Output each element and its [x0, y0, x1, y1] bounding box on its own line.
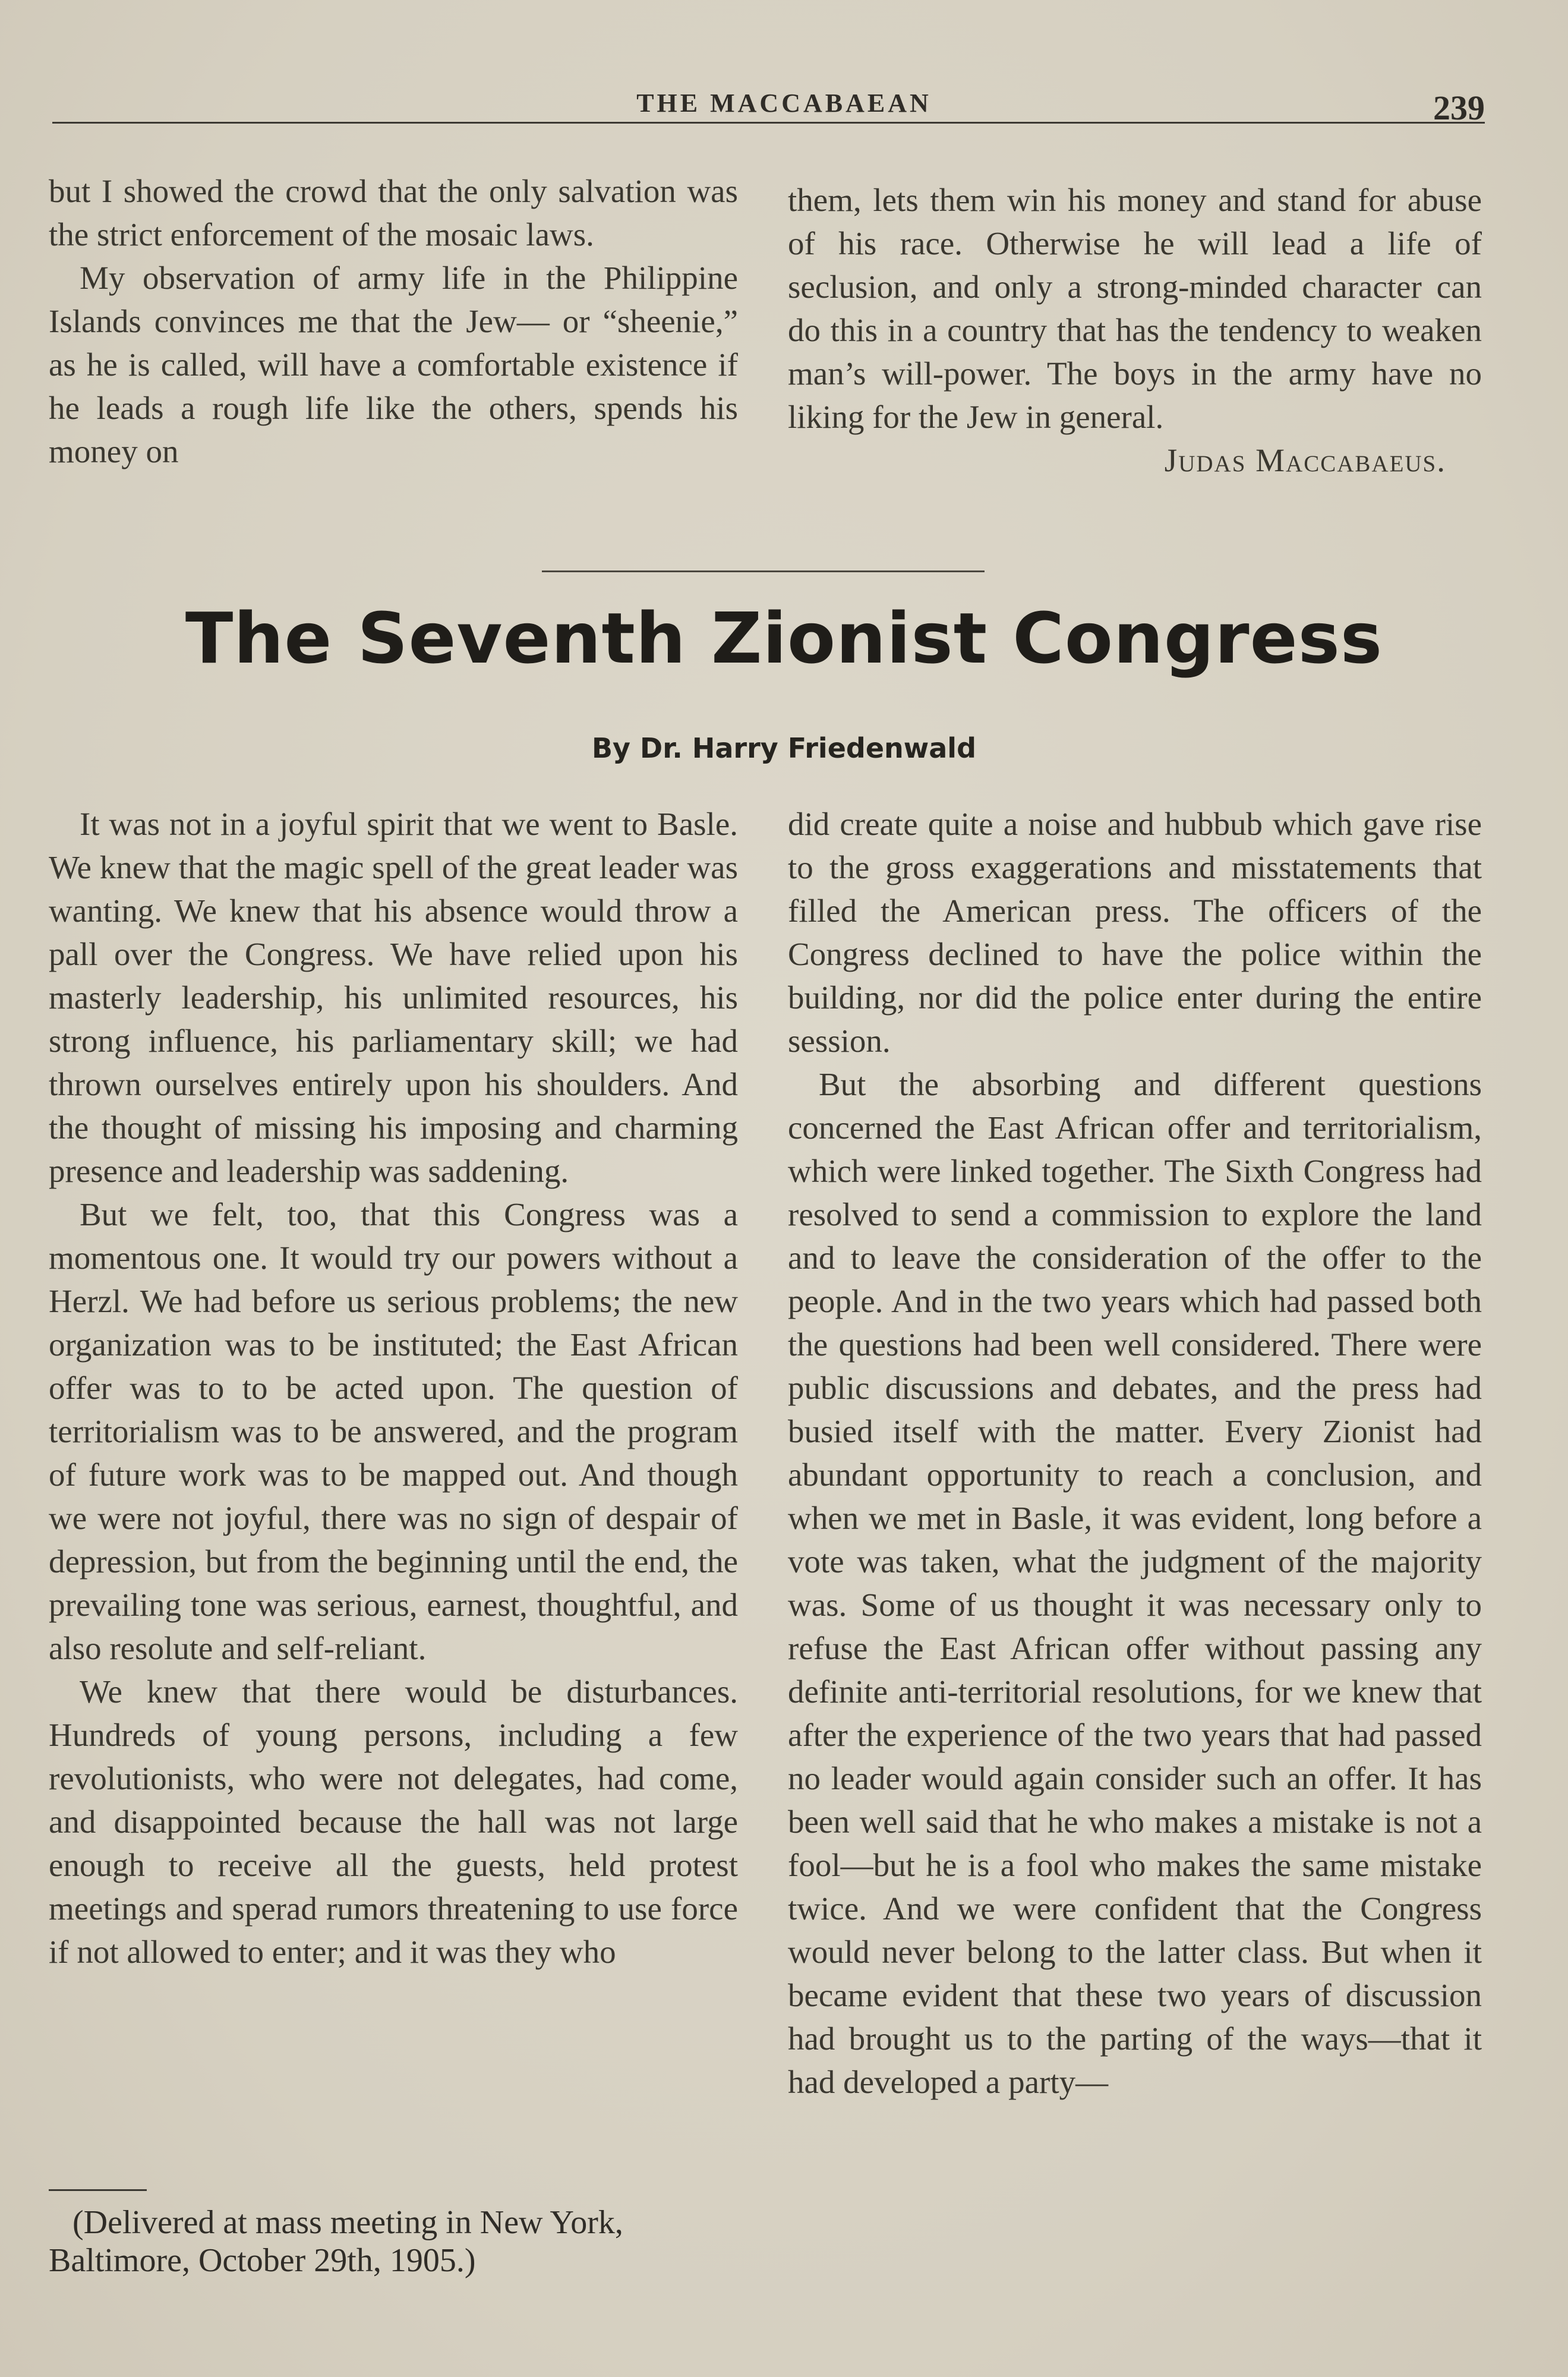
previous-article-right-column: [788, 178, 1482, 482]
page-number: 239: [1433, 89, 1485, 127]
article-title: The Seventh Zionist Congress: [185, 597, 1383, 679]
article-left-column: [49, 802, 738, 1974]
header-rule: [52, 122, 1485, 124]
article-paragraph: We knew that there would be disturbances. Hundreds of young persons, including a few revolutionists, who were not delegates, had come, and disappointed because the hall was not large enough to receive all the guests, held protest meetings and sperad rumors threatening to use force if not allowed to enter; and it was they who: [49, 1673, 738, 1970]
article-paragraph: did create quite a noise and hubbub which gave rise to the gross exaggerations and misstatements that filled the American press. The officers of the Congress declined to have the police within the building, nor did the police enter during the entire session.: [788, 806, 1482, 1059]
author-signature: Judas Maccabaeus.: [1164, 442, 1446, 478]
previous-article-left-column: [49, 169, 738, 473]
footnote: [49, 2203, 738, 2280]
footnote-line: Baltimore, October 29th, 1905.): [49, 2242, 476, 2279]
article-byline: By Dr. Harry Friedenwald: [591, 732, 976, 764]
article-right-column: [788, 802, 1482, 2104]
footnote-line: (Delivered at mass meeting in New York,: [72, 2204, 623, 2241]
article-paragraph: It was not in a joyful spirit that we went to Basle. We knew that the magic spell of the great leader was wanting. We knew that his absence would throw a pall over the Congress. We have relied upon his masterly leadership, his unlimited resources, his strong influence, his parliamentary skill; we had thrown ourselves entirely upon his shoulders. And the thought of missing his imposing and charming presence and leadership was saddening.: [49, 806, 738, 1189]
article-paragraph: But we felt, too, that this Congress was a momentous one. It would try our powers without a Herzl. We had before us serious problems; the new organization was to be instituted; the East African offer was to to be acted upon. The question of territorialism was to be answered, and the program of future work was to be mapped out. And though we were not joyful, there was no sign of despair of depression, but from the beginning until the end, the prevailing tone was serious, earnest, thoughtful, and also resolute and self-reliant.: [49, 1196, 738, 1666]
article-paragraph: But the absorbing and different questions concerned the East African offer and territorialism, which were linked together. The Sixth Congress had resolved to send a commission to explore the land and to leave the consideration of the offer to the people. And in the two years which had passed both the questions had been well considered. There were public discussions and debates, and the press had busied itself with the matter. Every Zionist had abundant opportunity to reach a conclusion, and when we met in Basle, it was evident, long before a vote was taken, what the judgment of the majority was. Some of us thought it was necessary only to refuse the East African offer without passing any definite anti-territorial resolutions, for we knew that after the experience of the two years that had passed no leader would again consider such an offer. It has been well said that he who makes a mistake is not a fool—but he is a fool who makes the same mistake twice. And we were confident that the Congress would never belong to the latter class. But when it became evident that these two years of discussion had brought us to the parting of the ways—that it had developed a party—: [788, 1066, 1482, 2100]
section-divider: [542, 570, 985, 572]
previous-article-paragraph: My observation of army life in the Philippine Islands convinces me that the Jew— or “sheenie,” as he is called, will have a comfortable existence if he leads a rough life like the others, spends his money on: [49, 260, 738, 469]
footnote-rule: [49, 2189, 147, 2191]
previous-article-paragraph: them, lets them win his money and stand for abuse of his race. Otherwise he will lead a life of seclusion, and only a strong-minded character can do this in a country that has the tendency to weaken man’s will-power. The boys in the army have no liking for the Jew in general.: [788, 182, 1482, 435]
running-header: THE MACCABAEAN: [636, 89, 932, 118]
previous-article-paragraph: but I showed the crowd that the only salvation was the strict enforcement of the mosaic laws.: [49, 173, 738, 253]
